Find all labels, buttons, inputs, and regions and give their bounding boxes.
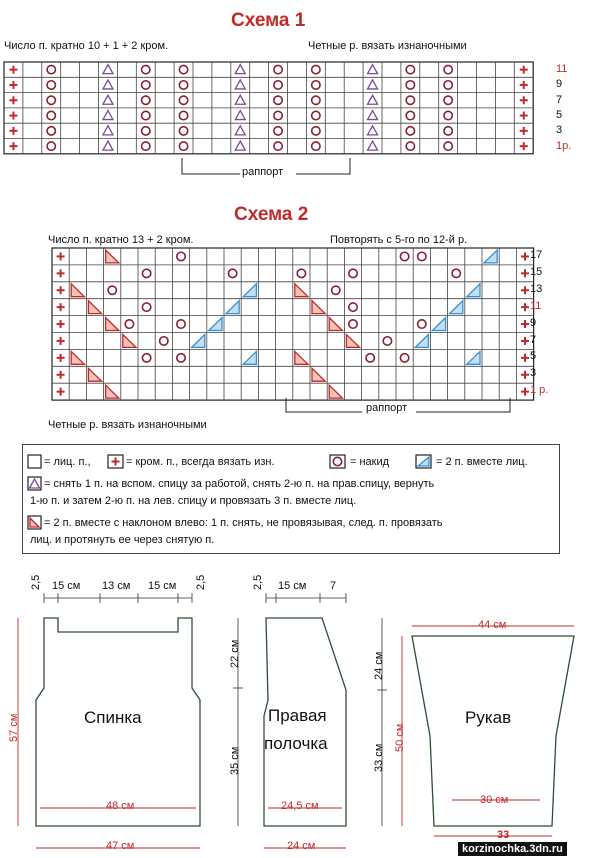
scheme1-repeat-label: раппорт [242,166,284,178]
row-number: 15 [530,265,543,278]
front-dim-right-2: 33 см [373,743,385,772]
legend-edge: = кром. п., всегда вязать изн. [126,456,275,468]
legend-k2tog: = 2 п. вместе лиц. [436,456,528,468]
sleeve-bottom-width: 33 [497,829,510,841]
back-inner-width: 48 см [106,800,135,812]
scheme2-note-bottom: Четные р. вязать изнаночными [48,419,207,431]
back-dim-top-2: 13 см [102,580,131,592]
scheme2-repeat-label: раппорт [366,402,408,414]
row-number: 13 [530,282,543,295]
front-dim-top-1: 15 см [278,580,307,592]
row-number: 7 [556,93,563,106]
scheme1-title: Схема 1 [231,10,306,31]
sleeve-label: Рукав [465,708,512,727]
scheme2-title: Схема 2 [234,204,309,225]
row-number: 1 р. [530,384,549,397]
scheme2-note-left: Число п. кратно 13 + 2 кром. [48,234,194,246]
front-inner-width: 24,5 см [281,800,319,812]
row-number: 3 [556,124,563,137]
row-number: 9 [530,316,537,329]
back-dim-top-4: 2,5 [195,574,207,590]
legend-ssk-line1: = 2 п. вместе с наклоном влево: 1 п. снять, не провязывая, след. п. провязать [44,517,443,529]
sleeve-inner-width: 30 см [480,794,509,806]
back-dim-right-1: 22 см [229,639,241,668]
row-number: 17 [530,249,543,261]
scheme1-note-right: Четные р. вязать изнаночными [308,40,467,52]
sleeve-left-dim: 50 см [394,723,406,752]
watermark: korzinochka.3dn.ru [458,842,567,856]
scheme2-note-right: Повторять с 5-го по 12-й р. [330,234,468,246]
scheme1-note-left: Число п. кратно 10 + 1 + 2 кром. [4,40,169,52]
sleeve-top-width: 44 см [478,619,507,631]
row-number: 11 [530,299,542,312]
row-number: 3 [530,367,537,380]
front-label-line2: полочка [264,734,328,753]
legend-cable-line1: = снять 1 п. на вспом. спицу за работой, снять 2-ю п. на прав.спицу, вернуть [44,478,435,490]
row-number: 5 [556,108,563,121]
legend-cable-line2: 1-ю п. и затем 2-ю п. на лев. спицу и провязать 3 п. вместе лиц. [30,495,357,507]
legend-ssk-line2: лиц. и протянуть ее через снятую п. [30,534,215,546]
row-number: 9 [556,78,563,91]
front-dim-top-0: 2,5 [252,574,264,590]
front-dim-top-2: 7 [330,580,337,592]
back-dim-top-1: 15 см [52,580,81,592]
back-dim-top-0: 2,5 [30,574,42,590]
back-dim-right-2: 35 см [229,746,241,775]
row-number: 7 [530,333,537,346]
back-bottom-width: 47 см [106,840,135,852]
front-bottom-width: 24 см [287,840,316,852]
row-number: 1р. [556,139,572,152]
legend-knit: = лиц. п., [44,456,91,468]
front-label-line1: Правая [268,706,327,725]
back-dim-top-3: 15 см [148,580,177,592]
legend-yarn-over: = накид [350,456,390,468]
row-number: 5 [530,350,537,363]
back-dim-left: 57 см [8,713,20,742]
front-dim-right-1: 24 см [373,651,385,680]
back-label: Спинка [84,708,142,727]
row-number: 11 [556,63,568,75]
